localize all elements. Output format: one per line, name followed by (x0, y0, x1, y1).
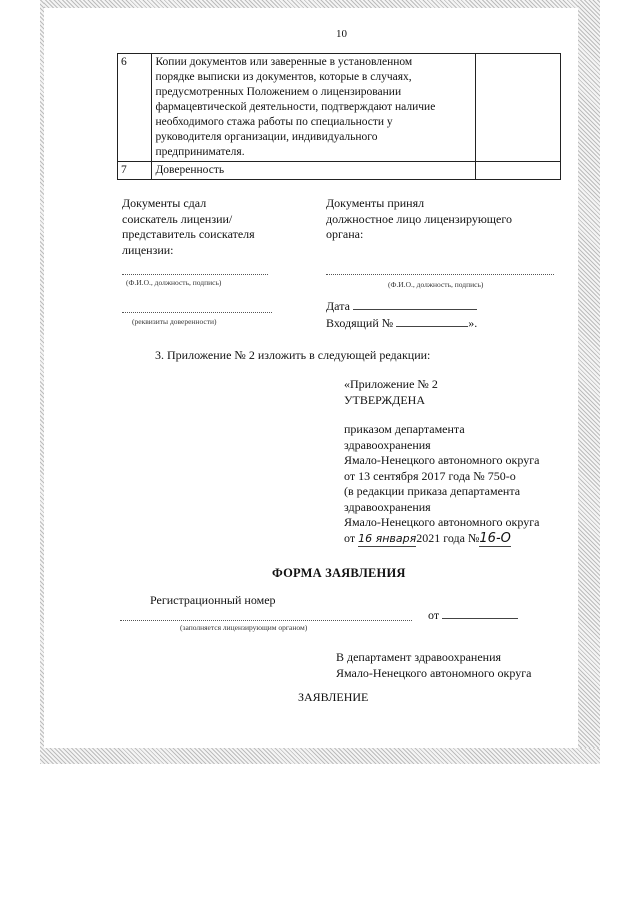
table-row (118, 162, 561, 180)
addressee (336, 650, 531, 681)
page-number: 10 (336, 28, 347, 40)
addressee-line: Ямало-Ненецкого автономного округа (336, 665, 532, 680)
appendix-approved: УТВЕРЖДЕНА (344, 392, 426, 407)
appendix-line: здравоохранения (344, 499, 431, 514)
row-text (152, 162, 475, 180)
date-label: Дата (326, 299, 350, 313)
handwritten-number: 16-О (479, 530, 511, 546)
attorney-line (122, 312, 272, 313)
appendix-last-line (344, 531, 539, 548)
row-number: 6 (118, 54, 152, 162)
addressee-line: В департамент здравоохранения (336, 650, 502, 664)
row-text (152, 54, 475, 162)
incoming-field (396, 326, 468, 327)
row-text-line: Доверенность (155, 164, 225, 176)
appendix-title-block (344, 377, 438, 408)
accepted-line: органа: (326, 227, 364, 241)
row-text-line: предусмотренных Положением о лицензировании (155, 86, 402, 98)
incoming-row (326, 316, 477, 332)
appendix-title: «Приложение № 2 (344, 377, 438, 391)
form-title: ФОРМА ЗАЯВЛЕНИЯ (272, 566, 406, 580)
row-text-line: необходимого стажа работы по специальности у (155, 116, 393, 128)
row-empty-cell (475, 162, 560, 180)
appendix-last-prefix: от (344, 530, 356, 545)
row-text-line: предпринимателя. (155, 146, 245, 158)
row-number: 7 (118, 162, 152, 180)
accepted-block (326, 196, 512, 243)
appendix-line: Ямало-Ненецкого автономного округа (344, 515, 540, 529)
submitted-block (122, 196, 255, 258)
from-label: от (428, 608, 440, 622)
date-field (353, 309, 477, 310)
registration-line (120, 620, 412, 621)
submitted-line: Документы сдал (122, 196, 207, 210)
attorney-caption: (реквизиты доверенности) (132, 317, 217, 326)
date-row (326, 299, 477, 315)
table-row (118, 54, 561, 162)
appendix-line: здравоохранения (344, 437, 431, 452)
scan-border-right (578, 0, 600, 762)
registration-caption: (заполняется лицензирующим органом) (180, 623, 308, 632)
appendix-line: приказом департамента (344, 422, 465, 436)
row-text-line: руководителя организации, индивидуального (155, 131, 378, 143)
appendix-line: от 13 сентября 2017 года № 750-о (344, 468, 516, 483)
from-field (442, 618, 518, 619)
submitted-line: представитель соискателя (122, 227, 255, 241)
registration-from (428, 608, 518, 624)
incoming-suffix: ». (468, 316, 478, 330)
incoming-label: Входящий № (326, 316, 394, 330)
row-empty-cell (475, 54, 560, 162)
row-text-line: фармацевтической деятельности, подтверждают наличие (155, 101, 436, 113)
accepted-line: Документы принял (326, 196, 425, 210)
accepted-line: должностное лицо лицензирующего (326, 211, 512, 226)
submitted-fio-caption: (Ф.И.О., должность, подпись) (126, 278, 222, 287)
row-text-line: Копии документов или заверенные в установленном (155, 56, 413, 68)
registration-label: Регистрационный номер (150, 593, 276, 607)
appendix-last-middle: 2021 года № (416, 530, 480, 545)
scan-border-top (40, 0, 600, 8)
appendix-body (344, 422, 539, 547)
paragraph-3: 3. Приложение № 2 изложить в следующей редакции: (155, 348, 431, 362)
row-text-line: порядке выписки из документов, которые в случаях, (155, 71, 412, 83)
appendix-line: (в редакции приказа департамента (344, 484, 521, 498)
accepted-fio-caption: (Ф.И.О., должность, подпись) (388, 280, 484, 289)
scan-border-bottom (40, 748, 600, 764)
statement-title: ЗАЯВЛЕНИЕ (298, 690, 369, 704)
accepted-signature-line (326, 274, 554, 275)
submitted-line: соискатель лицензии/ (122, 211, 233, 226)
documents-table (117, 53, 561, 180)
handwritten-month: 16 января (358, 531, 416, 548)
appendix-line: Ямало-Ненецкого автономного округа (344, 453, 540, 467)
submitted-line: лицензии: (122, 242, 174, 257)
submitted-signature-line (122, 274, 268, 275)
